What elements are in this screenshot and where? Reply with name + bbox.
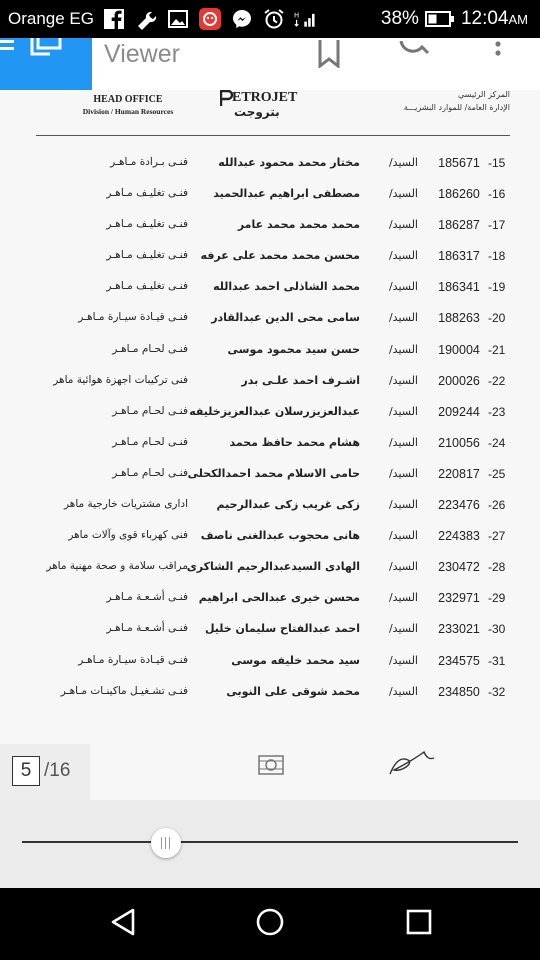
- honorific: السيد/: [388, 280, 418, 294]
- row-number: -26: [488, 498, 506, 513]
- job-title: فنـى تشـغيـل ماكينـات مـاهـر: [60, 684, 188, 697]
- employee-row: [0, 614, 540, 645]
- employee-row: [0, 303, 540, 334]
- more-vert-icon: [494, 40, 502, 72]
- wrench-icon: [134, 7, 158, 31]
- logo-english: ETROJET: [232, 90, 298, 105]
- row-number: -18: [488, 249, 506, 264]
- row-number: -15: [488, 156, 506, 170]
- job-title: فنـى أشـعـة مـاهـر: [106, 591, 188, 604]
- employee-name: مصطفى ابراهيم عبدالحميد: [213, 187, 360, 201]
- honorific: السيد/: [388, 498, 418, 512]
- job-title: فنـى لحـام مـاهـر: [112, 342, 188, 355]
- signature-icon: [382, 746, 442, 780]
- honorific: السيد/: [388, 373, 418, 387]
- employee-name: اشـرف احمد علـى بدر: [241, 373, 360, 387]
- stamp-icon: [256, 754, 286, 776]
- employee-code: 223476: [438, 498, 480, 513]
- honorific: السيد/: [388, 622, 418, 636]
- job-title: فنـى أشـعـة مـاهـر: [106, 622, 188, 635]
- back-button[interactable]: [103, 904, 143, 944]
- row-number: -30: [488, 622, 506, 637]
- menu-icon[interactable]: [0, 38, 16, 58]
- page-indicator[interactable]: [0, 744, 90, 800]
- employee-name: عبدالعزيزرسلان عبدالعزيزخليفه: [189, 404, 360, 418]
- row-number: -24: [488, 435, 506, 450]
- battery-percent: 38%: [380, 8, 419, 29]
- employee-name: احمد عبدالفتاح سليمان خليل: [204, 622, 360, 636]
- row-number: -17: [488, 218, 506, 233]
- honorific: السيد/: [388, 684, 418, 698]
- employee-row: [0, 521, 540, 552]
- division-label: Division / Human Resources: [82, 107, 174, 116]
- row-number: -19: [488, 280, 506, 295]
- employee-row: [0, 179, 540, 210]
- employee-name: محسن خيرى عبدالحى ابراهيم: [198, 591, 360, 605]
- clock-suffix: AM: [508, 12, 528, 27]
- job-title: فنـى لحـام مـاهـر: [112, 435, 188, 448]
- employee-code: 233021: [438, 622, 480, 637]
- logo-arabic: بتروجت: [234, 105, 280, 119]
- employee-code: 188263: [438, 311, 480, 326]
- employee-code: 232971: [438, 591, 480, 606]
- honorific: السيد/: [388, 249, 418, 263]
- employee-row: [0, 335, 540, 366]
- status-bar: [0, 0, 540, 38]
- honorific: السيد/: [388, 591, 418, 605]
- employee-row: [0, 646, 540, 677]
- messenger-icon: [230, 7, 254, 31]
- row-number: -25: [488, 466, 506, 481]
- job-title: مراقب سلامة و صحة مهنية ماهر: [46, 560, 188, 573]
- header-left: [58, 94, 198, 116]
- employee-name: محمد شوقى على النوبى: [226, 684, 360, 698]
- employee-row: [0, 677, 540, 708]
- home-icon: [255, 907, 285, 941]
- row-number: -28: [488, 560, 506, 575]
- honorific: السيد/: [388, 187, 418, 201]
- employee-row: [0, 210, 540, 241]
- employee-code: 186260: [438, 187, 480, 202]
- honorific: السيد/: [388, 529, 418, 543]
- honorific: السيد/: [388, 311, 418, 325]
- signal-icon: [294, 7, 318, 31]
- clock: [461, 8, 528, 30]
- employee-row: [0, 397, 540, 428]
- row-number: -21: [488, 342, 506, 357]
- red-app-icon: [198, 7, 222, 31]
- employee-code: 186341: [438, 280, 480, 295]
- bookmark-button[interactable]: [309, 38, 349, 74]
- employee-code: 224383: [438, 529, 480, 544]
- app-menu-tab[interactable]: [0, 38, 92, 90]
- recents-button[interactable]: [399, 904, 439, 944]
- seekbar-track[interactable]: [22, 841, 518, 843]
- employee-code: 230472: [438, 560, 480, 575]
- employee-name: هشام محمد حافظ محمد: [229, 435, 360, 449]
- notification-icons: [102, 7, 318, 31]
- head-office-arabic: المركز الرئيسي: [458, 90, 510, 99]
- employee-name: سامى محى الدين عبدالقادر: [211, 311, 360, 325]
- employee-row: [0, 490, 540, 521]
- employee-name: زكى غريب زكى عبدالرحيم: [216, 498, 360, 512]
- employee-list: [0, 148, 540, 708]
- company-logo: [220, 90, 320, 122]
- job-title: فنـى تغليـف مـاهـر: [106, 249, 188, 262]
- job-title: فنـى قيـادة سيـارة مـاهـر: [78, 311, 188, 324]
- employee-code: 186287: [438, 218, 480, 233]
- job-title: فنى تركيبات اجهزة هوائية ماهر: [53, 373, 188, 386]
- facebook-icon: [102, 7, 126, 31]
- employee-row: [0, 583, 540, 614]
- employee-name: محمد محمد محمد عامر: [237, 218, 360, 232]
- page-seekbar[interactable]: [0, 800, 540, 888]
- job-title: فنـى قيـادة سيـارة مـاهـر: [78, 653, 188, 666]
- job-title: فنـى لحـام مـاهـر: [112, 466, 188, 479]
- header-right: [360, 90, 510, 112]
- carrier-name: Orange EG: [8, 9, 94, 28]
- employee-name: هانى محجوب عبدالغنى ناصف: [200, 529, 360, 543]
- employee-name: سيد محمد خليفه موسى: [231, 653, 360, 667]
- employee-name: محمد الشاذلى احمد عبدالله: [213, 280, 360, 294]
- employee-row: [0, 428, 540, 459]
- honorific: السيد/: [388, 156, 418, 169]
- employee-row: [0, 366, 540, 397]
- row-number: -31: [488, 653, 506, 668]
- employee-code: 210056: [438, 435, 480, 450]
- honorific: السيد/: [388, 218, 418, 232]
- search-icon: [398, 41, 430, 71]
- head-office-label: HEAD OFFICE: [93, 94, 163, 105]
- viewer-title: Viewer: [104, 40, 180, 68]
- row-number: -16: [488, 187, 506, 202]
- employee-row: [0, 148, 540, 179]
- viewer-toolbar: [0, 38, 540, 90]
- image-icon: [166, 7, 190, 31]
- honorific: السيد/: [388, 466, 418, 480]
- recents-icon: [406, 909, 432, 939]
- employee-code: 190004: [438, 342, 480, 357]
- document-page[interactable]: [0, 90, 540, 800]
- employee-code: 185671: [438, 156, 480, 170]
- employee-name: الهادى السيدعبدالرحيم الشاكرى: [186, 560, 360, 574]
- honorific: السيد/: [388, 653, 418, 667]
- job-title: فنـى تغليـف مـاهـر: [106, 187, 188, 200]
- employee-code: 234850: [438, 684, 480, 699]
- alarm-icon: [262, 7, 286, 31]
- row-number: -22: [488, 373, 506, 388]
- employee-name: حامى الاسلام محمد احمدالكحلى: [187, 466, 360, 480]
- employee-name: محسن محمد محمد على عرفه: [200, 249, 360, 263]
- header-divider: [36, 135, 510, 136]
- row-number: -20: [488, 311, 506, 326]
- job-title: فنـى تغليـف مـاهـر: [106, 218, 188, 231]
- battery-icon: [425, 10, 455, 28]
- honorific: السيد/: [388, 342, 418, 356]
- home-button[interactable]: [250, 904, 290, 944]
- employee-row: [0, 459, 540, 490]
- current-page[interactable]: 5: [12, 756, 40, 786]
- employee-name: حسن سيد محمود موسى: [227, 342, 360, 356]
- seekbar-thumb[interactable]: [151, 828, 181, 858]
- employee-code: 200026: [438, 373, 480, 388]
- svg-text:H: H: [294, 11, 300, 20]
- employee-row: [0, 552, 540, 583]
- job-title: فنى كهرباء قوى وآلات ماهر: [68, 529, 188, 542]
- row-number: -27: [488, 529, 506, 544]
- job-title: ادارى مشتريات خارجية ماهر: [64, 498, 188, 511]
- employee-row: [0, 272, 540, 303]
- job-title: فنـى تغليـف مـاهـر: [106, 280, 188, 293]
- job-title: فنـى لحـام مـاهـر: [112, 404, 188, 417]
- honorific: السيد/: [388, 404, 418, 418]
- bookmark-icon: [317, 40, 341, 72]
- employee-code: 209244: [438, 404, 480, 419]
- employee-code: 234575: [438, 653, 480, 668]
- more-options-button[interactable]: [478, 38, 518, 74]
- search-button[interactable]: [394, 38, 434, 74]
- employee-code: 220817: [438, 466, 480, 481]
- row-number: -29: [488, 591, 506, 606]
- navigation-bar: [0, 888, 540, 960]
- honorific: السيد/: [388, 435, 418, 449]
- hr-division-arabic: الإدارة العامة/ للموارد البشريـــة: [403, 103, 510, 112]
- clock-time: 12:04: [460, 8, 509, 29]
- honorific: السيد/: [388, 560, 418, 574]
- total-pages: /16: [44, 760, 71, 781]
- job-title: فنـى بـرادة مـاهـر: [110, 156, 188, 168]
- employee-row: [0, 241, 540, 272]
- row-number: -32: [488, 684, 506, 699]
- row-number: -23: [488, 404, 506, 419]
- employee-code: 186317: [438, 249, 480, 264]
- status-right: [381, 0, 528, 38]
- back-icon: [110, 908, 136, 940]
- copy-pages-icon[interactable]: [30, 38, 64, 68]
- employee-name: مختار محمد محمود عبدالله: [218, 156, 360, 169]
